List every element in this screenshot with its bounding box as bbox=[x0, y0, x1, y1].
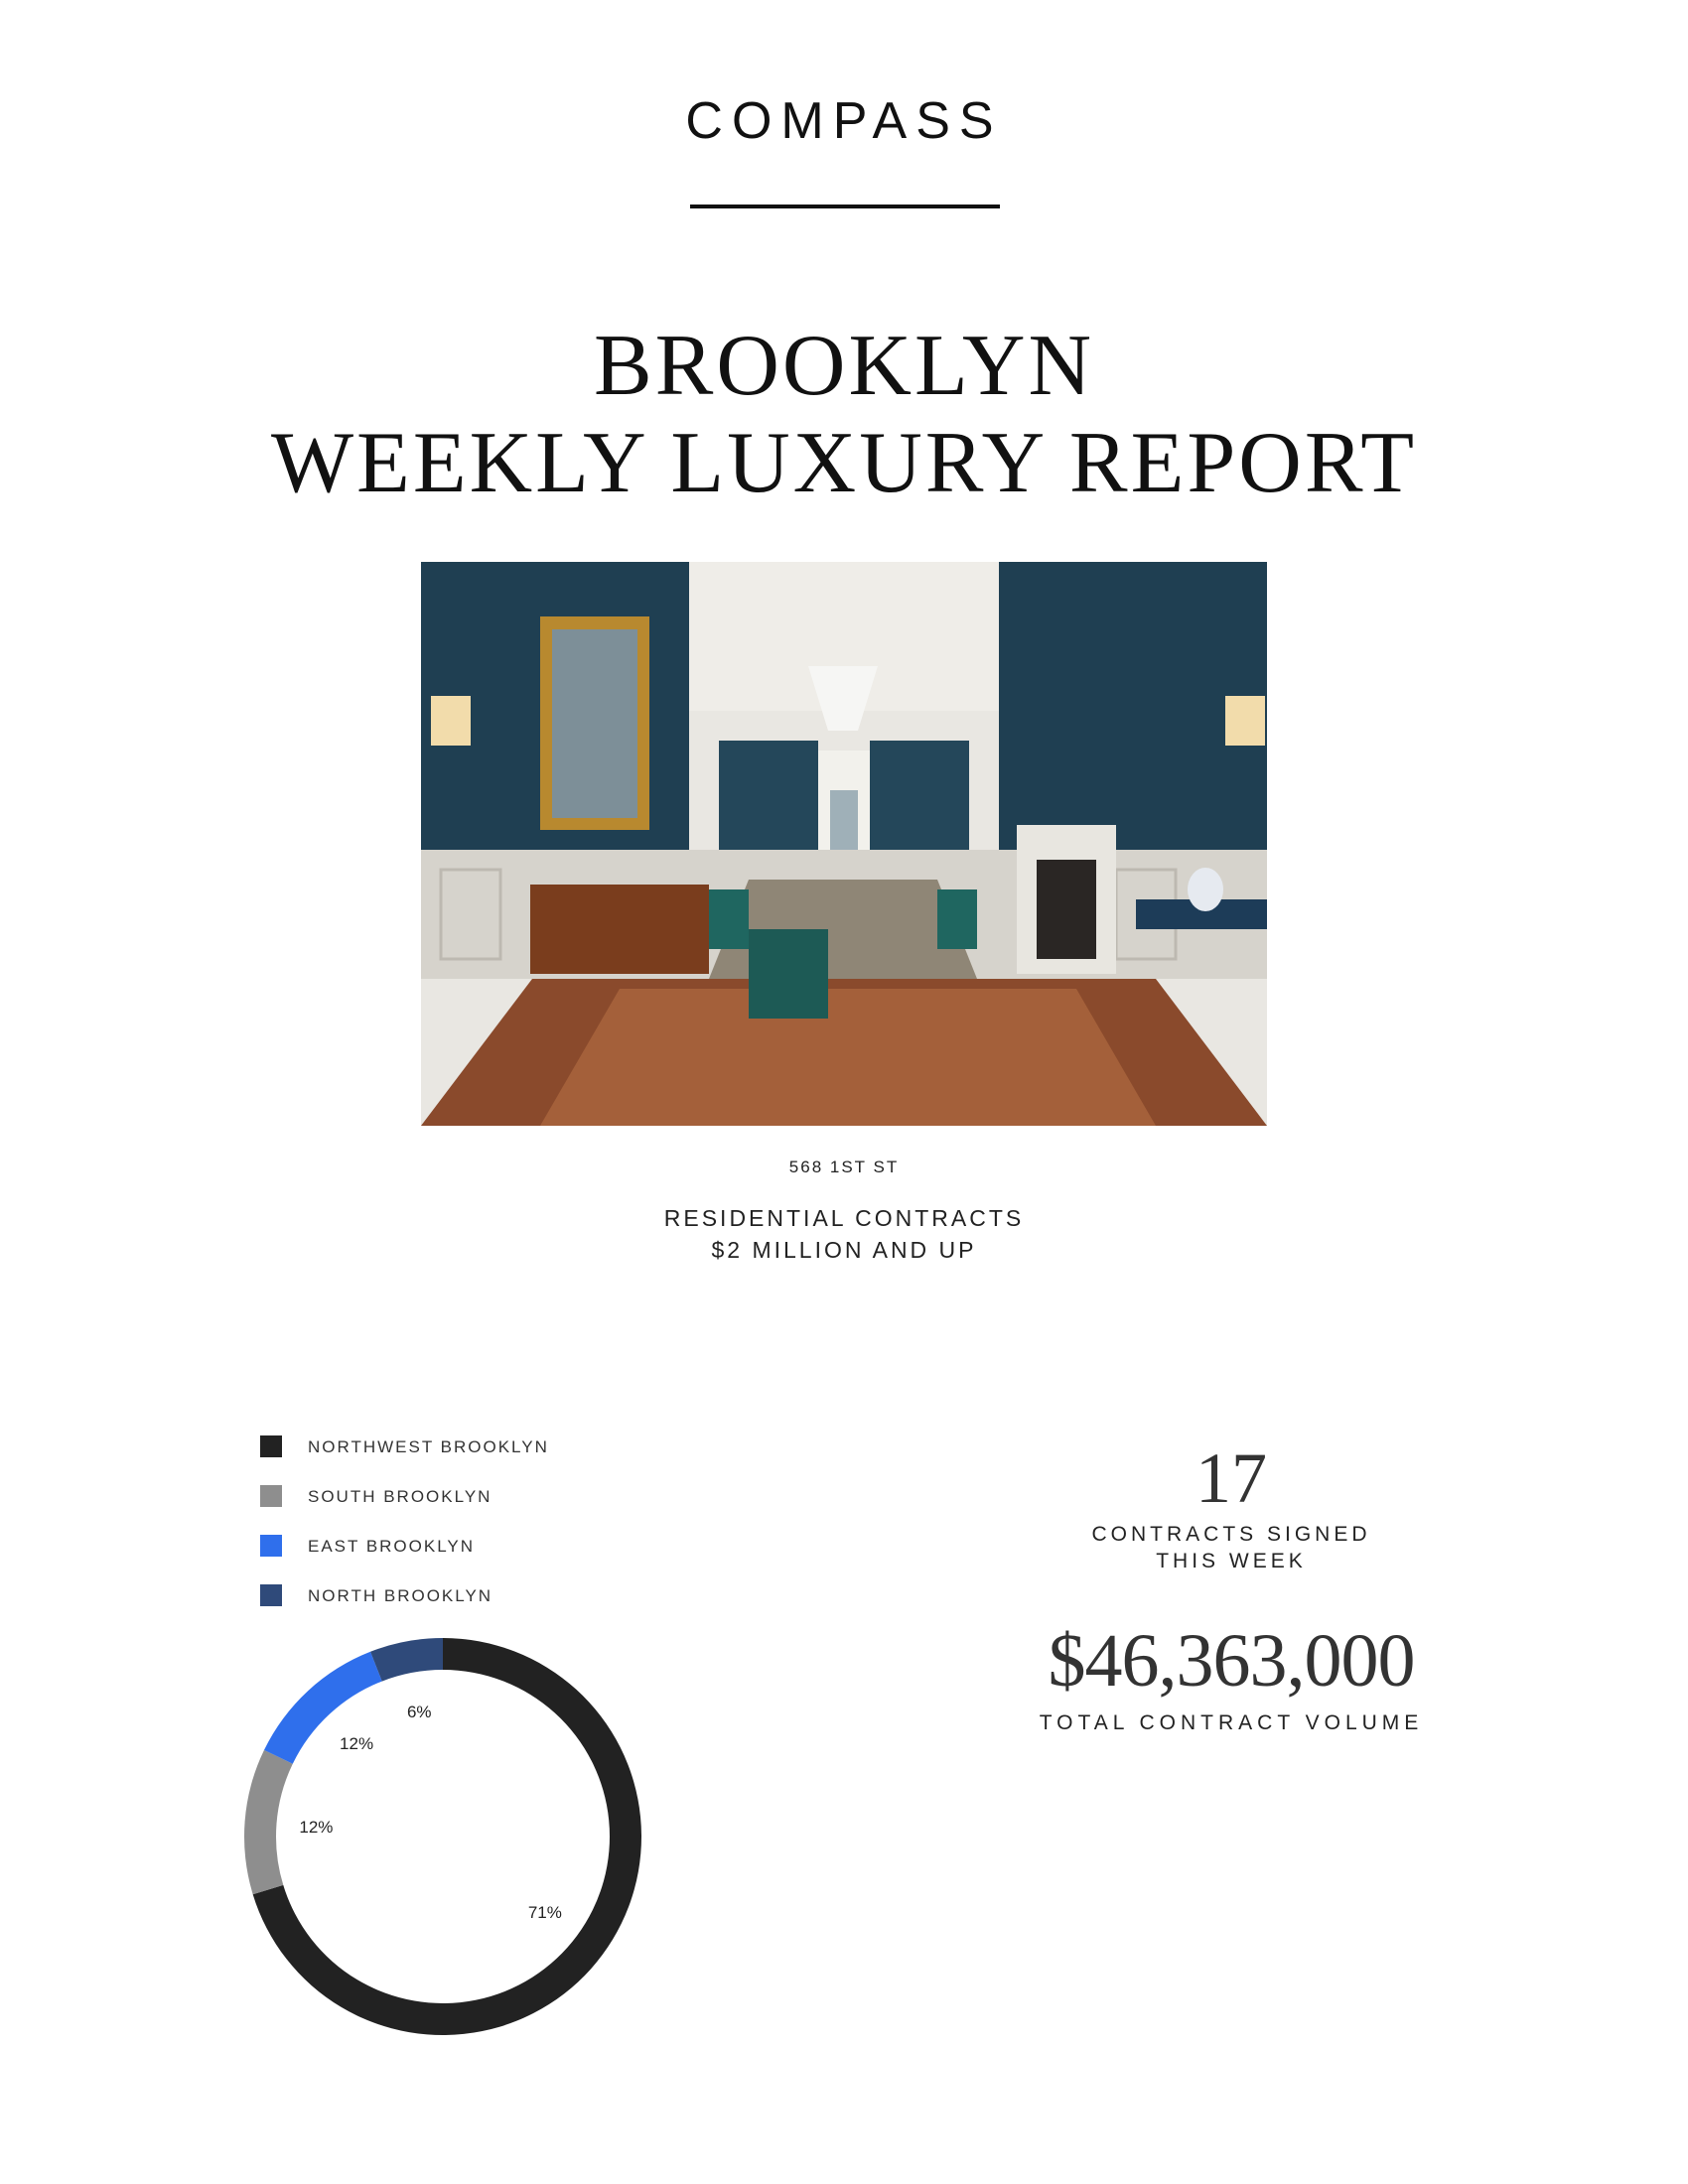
legend-item bbox=[260, 1535, 618, 1557]
total-contract-volume-label: TOTAL CONTRACT VOLUME bbox=[1039, 1711, 1424, 1734]
donut-data-label: 6% bbox=[406, 1703, 432, 1722]
report-subtitle-line2: $2 MILLION AND UP bbox=[711, 1237, 977, 1263]
property-photo bbox=[421, 562, 1267, 1126]
report-title-line1: BROOKLYN bbox=[593, 318, 1095, 414]
legend-swatch bbox=[260, 1584, 282, 1606]
dining-room-illustration bbox=[421, 562, 1267, 1126]
report-title-line2: WEEKLY LUXURY REPORT bbox=[271, 415, 1417, 511]
legend-swatch bbox=[260, 1485, 282, 1507]
compass-logo: COMPASS bbox=[685, 92, 1003, 150]
legend-swatch bbox=[260, 1535, 282, 1557]
photo-caption: 568 1ST ST bbox=[788, 1158, 900, 1176]
contracts-label-line1: CONTRACTS SIGNED bbox=[1091, 1523, 1371, 1546]
legend-label: NORTHWEST BROOKLYN bbox=[308, 1437, 549, 1456]
donut-chart bbox=[234, 1628, 651, 2045]
donut-slice bbox=[244, 1750, 293, 1894]
report-subtitle-line1: RESIDENTIAL CONTRACTS bbox=[663, 1205, 1025, 1231]
donut-data-label: 12% bbox=[340, 1734, 374, 1754]
legend-swatch bbox=[260, 1435, 282, 1457]
legend-label: EAST BROOKLYN bbox=[308, 1537, 476, 1556]
donut-data-label: 12% bbox=[299, 1818, 334, 1838]
contracts-label-line2: THIS WEEK bbox=[1156, 1550, 1307, 1572]
legend-item bbox=[260, 1485, 618, 1507]
contracts-count: 17 bbox=[1196, 1438, 1267, 1518]
logo-divider bbox=[690, 205, 1000, 208]
donut-slice bbox=[370, 1638, 443, 1682]
total-contract-volume: $46,363,000 bbox=[1048, 1619, 1415, 1703]
donut-data-label: 71% bbox=[527, 1903, 562, 1923]
legend-item bbox=[260, 1435, 618, 1457]
legend-label: NORTH BROOKLYN bbox=[308, 1586, 493, 1605]
legend-label: SOUTH BROOKLYN bbox=[308, 1487, 492, 1506]
legend-item bbox=[260, 1584, 618, 1606]
